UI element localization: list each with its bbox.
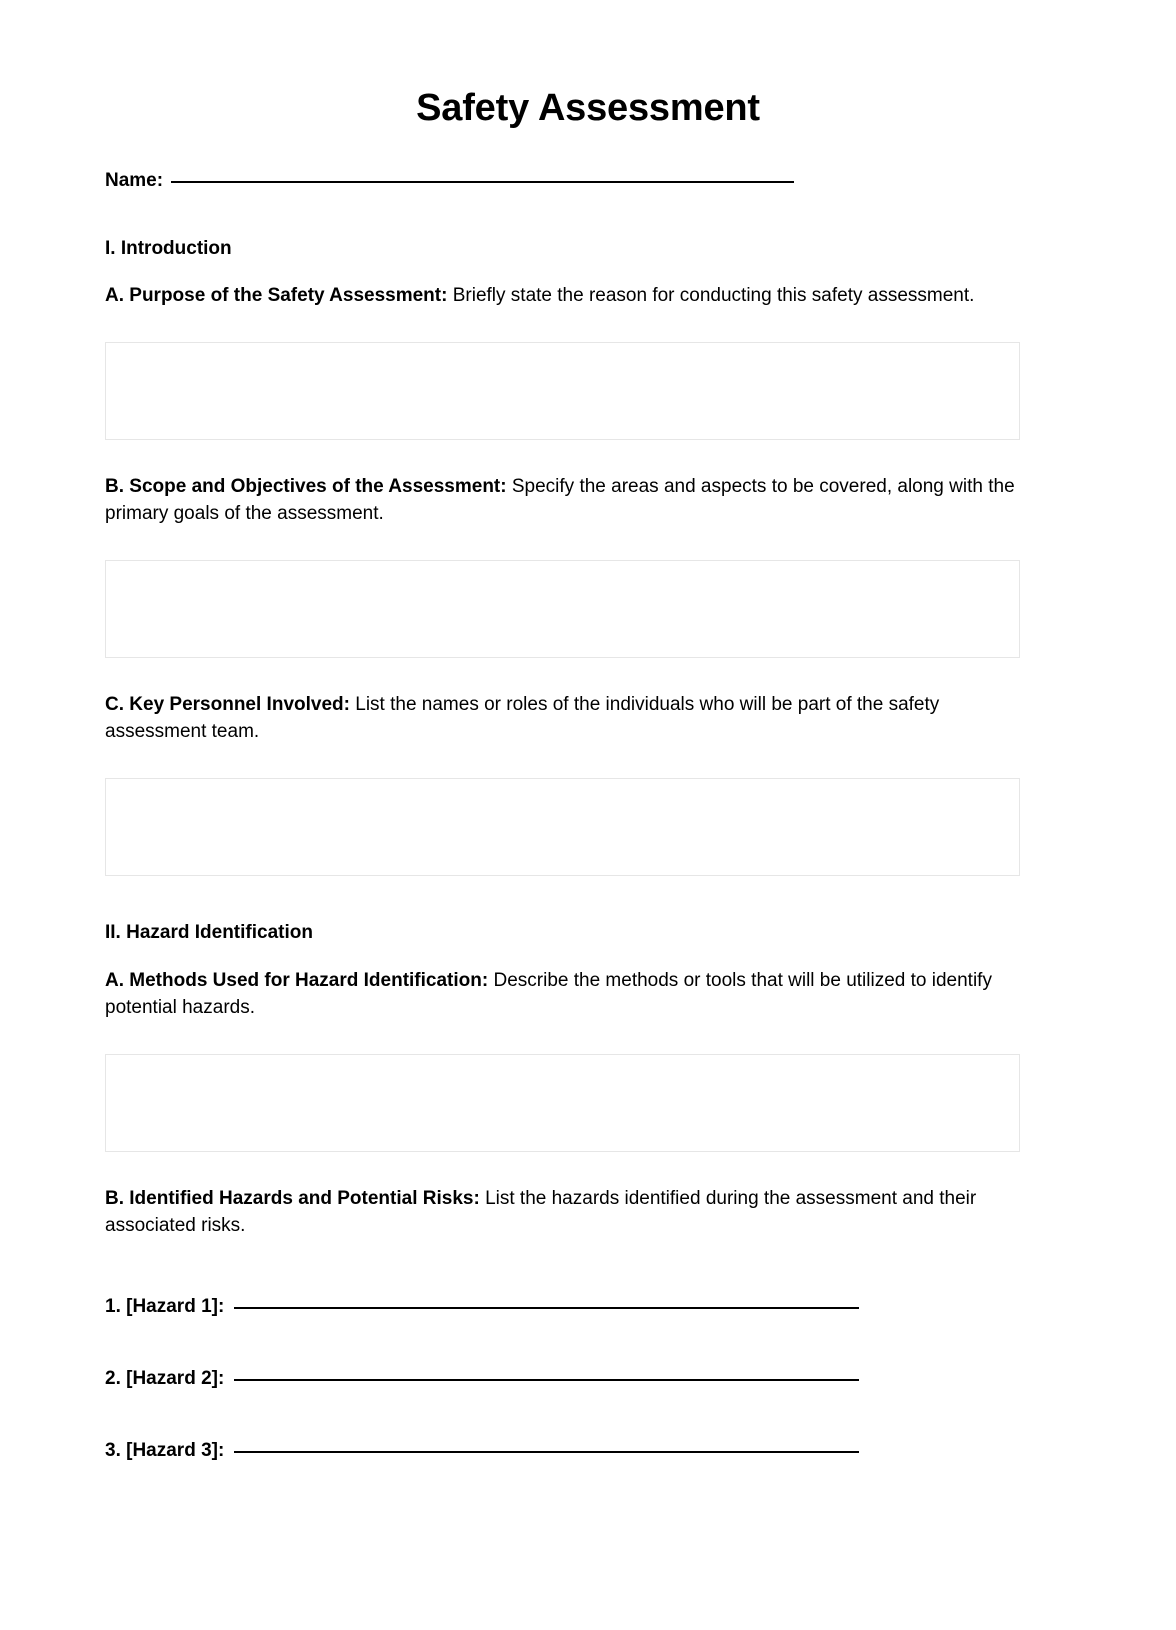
- answer-box-key-personnel[interactable]: [105, 778, 1020, 876]
- hazard-row: [105, 1440, 1071, 1462]
- answer-box-purpose[interactable]: [105, 342, 1020, 440]
- hazard-3-label: 3. [Hazard 3]:: [105, 1439, 225, 1461]
- subsection-identified-hazards-lead: B. Identified Hazards and Potential Risks:: [105, 1187, 480, 1209]
- spacer: [105, 1152, 1071, 1164]
- subsection-methods: [105, 968, 1017, 1022]
- subsection-purpose: [105, 283, 1017, 310]
- answer-box-scope[interactable]: [105, 560, 1020, 658]
- hazard-1-input[interactable]: [234, 1306, 859, 1309]
- subsection-identified-hazards: [105, 1186, 1017, 1240]
- subsection-scope-body: Specify the areas and aspects to be covered, along with the primary goals of the assessment.: [105, 476, 1015, 525]
- hazard-2-input[interactable]: [234, 1378, 859, 1381]
- subsection-key-personnel-body: List the names or roles of the individuals who will be part of the safety assessment team.: [105, 694, 940, 743]
- hazard-list: [105, 1296, 1071, 1462]
- section-heading-hazard-identification: II. Hazard Identification: [105, 922, 313, 944]
- hazard-2-label: 2. [Hazard 2]:: [105, 1367, 225, 1389]
- name-input[interactable]: [171, 180, 794, 183]
- spacer: [105, 658, 1071, 670]
- subsection-identified-hazards-body: List the hazards identified during the assessment and their associated risks.: [105, 1187, 977, 1236]
- hazard-3-input[interactable]: [234, 1450, 859, 1453]
- name-field-label: Name:: [105, 169, 164, 191]
- subsection-purpose-lead: A. Purpose of the Safety Assessment:: [105, 285, 448, 307]
- spacer: [105, 440, 1071, 452]
- subsection-methods-body: Describe the methods or tools that will be utilized to identify potential hazards.: [105, 970, 992, 1018]
- hazard-row: [105, 1296, 1071, 1318]
- hazard-row: [105, 1368, 1071, 1390]
- subsection-key-personnel: [105, 692, 1017, 746]
- subsection-scope-lead: B. Scope and Objectives of the Assessment:: [105, 476, 507, 498]
- section-heading-introduction: I. Introduction: [105, 237, 232, 259]
- answer-box-methods[interactable]: [105, 1054, 1020, 1152]
- subsection-scope: [105, 474, 1017, 528]
- subsection-purpose-body: Briefly state the reason for conducting this safety assessment.: [447, 285, 975, 307]
- subsection-key-personnel-lead: C. Key Personnel Involved:: [105, 694, 350, 716]
- subsection-methods-lead: A. Methods Used for Hazard Identification:: [105, 970, 489, 992]
- hazard-1-label: 1. [Hazard 1]:: [105, 1295, 225, 1317]
- name-field-row: [105, 170, 1071, 192]
- page-title: Safety Assessment: [416, 87, 760, 129]
